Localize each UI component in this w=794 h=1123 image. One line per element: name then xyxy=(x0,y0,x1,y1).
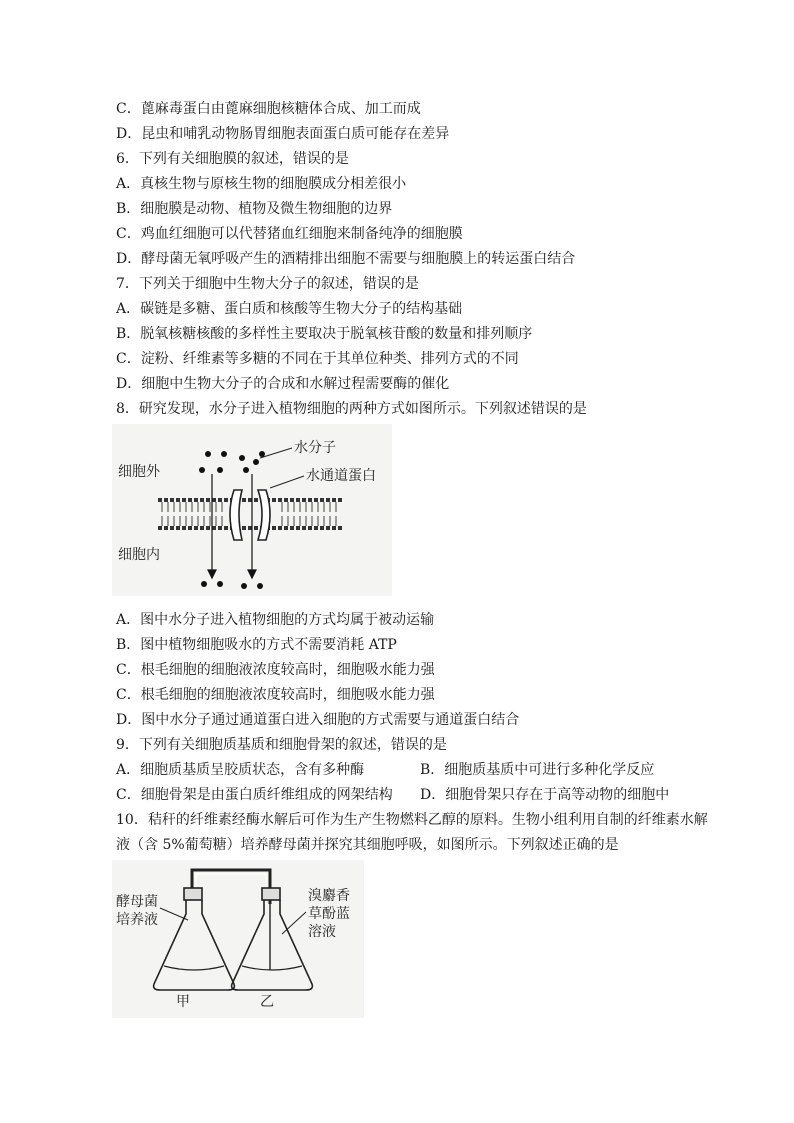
q7-stem: 7．下列关于细胞中生物大分子的叙述，错误的是 xyxy=(116,276,419,292)
water-channel-figure xyxy=(112,424,392,596)
q9-option-c: C．细胞骨架是由蛋白质纤维组成的网架结构 xyxy=(116,787,393,803)
label-flask-b: 乙 xyxy=(260,994,274,1010)
q7-option-a: A．碳链是多糖、蛋白质和核酸等生物大分子的结构基础 xyxy=(116,301,463,317)
q8-option-c-2: C．根毛细胞的细胞液浓度较高时，细胞吸水能力强 xyxy=(116,687,435,703)
q7-option-c: C．淀粉、纤维素等多糖的不同在于其单位种类、排列方式的不同 xyxy=(116,351,519,367)
q10-stem-line-1: 10．秸秆的纤维素经酶水解后可作为生产生物燃料乙醇的原料。生物小组利用自制的纤维素水解 xyxy=(116,812,708,828)
q9-stem: 9．下列有关细胞质基质和细胞骨架的叙述，错误的是 xyxy=(116,737,447,753)
q6-option-b: B．细胞膜是动物、植物及微生物细胞的边界 xyxy=(116,201,393,217)
q5-option-c: C．蓖麻毒蛋白由蓖麻细胞核糖体合成、加工而成 xyxy=(116,101,421,117)
q8-option-b: B．图中植物细胞吸水的方式不需要消耗 ATP xyxy=(116,637,397,653)
q8-option-d: D．图中水分子通过通道蛋白进入细胞的方式需要与通道蛋白结合 xyxy=(116,712,520,728)
q6-option-d: D．酵母菌无氧呼吸产生的酒精排出细胞不需要与细胞膜上的转运蛋白结合 xyxy=(116,251,576,267)
q7-option-b: B．脱氧核糖核酸的多样性主要取决于脱氧核苷酸的数量和排列顺序 xyxy=(116,326,533,342)
label-indicator-1: 溴麝香 xyxy=(308,888,350,904)
q9-option-a: A．细胞质基质呈胶质状态，含有多种酶 xyxy=(116,762,365,778)
label-flask-a: 甲 xyxy=(176,994,190,1010)
q8-option-c-1: C．根毛细胞的细胞液浓度较高时，细胞吸水能力强 xyxy=(116,662,435,678)
label-indicator-2: 草酚蓝 xyxy=(308,906,350,922)
label-outside: 细胞外 xyxy=(118,464,160,480)
q10-stem-line-2: 液（含 5%葡萄糖）培养酵母菌并探究其细胞呼吸，如图所示。下列叙述正确的是 xyxy=(116,837,619,853)
q9-option-d: D．细胞骨架只存在于高等动物的细胞中 xyxy=(420,787,670,803)
q6-stem: 6．下列有关细胞膜的叙述，错误的是 xyxy=(116,151,349,167)
q9-option-b: B．细胞质基质中可进行多种化学反应 xyxy=(420,762,655,778)
label-indicator-3: 溶液 xyxy=(308,924,336,940)
q6-option-c: C．鸡血红细胞可以代替猪血红细胞来制备纯净的细胞膜 xyxy=(116,226,463,242)
label-channel: 水通道蛋白 xyxy=(306,468,376,484)
label-yeast-2: 培养液 xyxy=(116,912,158,928)
q8-option-a: A．图中水分子进入植物细胞的方式均属于被动运输 xyxy=(116,612,435,628)
q5-option-d: D．昆虫和哺乳动物肠胃细胞表面蛋白质可能存在差异 xyxy=(116,126,450,142)
flask-apparatus-figure xyxy=(112,860,364,1018)
label-water: 水分子 xyxy=(294,440,336,456)
q6-option-a: A．真核生物与原核生物的细胞膜成分相差很小 xyxy=(116,176,407,192)
q7-option-d: D．细胞中生物大分子的合成和水解过程需要酶的催化 xyxy=(116,376,450,392)
label-inside: 细胞内 xyxy=(118,547,160,563)
q8-stem: 8．研究发现，水分子进入植物细胞的两种方式如图所示。下列叙述错误的是 xyxy=(116,401,587,417)
label-yeast-1: 酵母菌 xyxy=(116,894,158,910)
